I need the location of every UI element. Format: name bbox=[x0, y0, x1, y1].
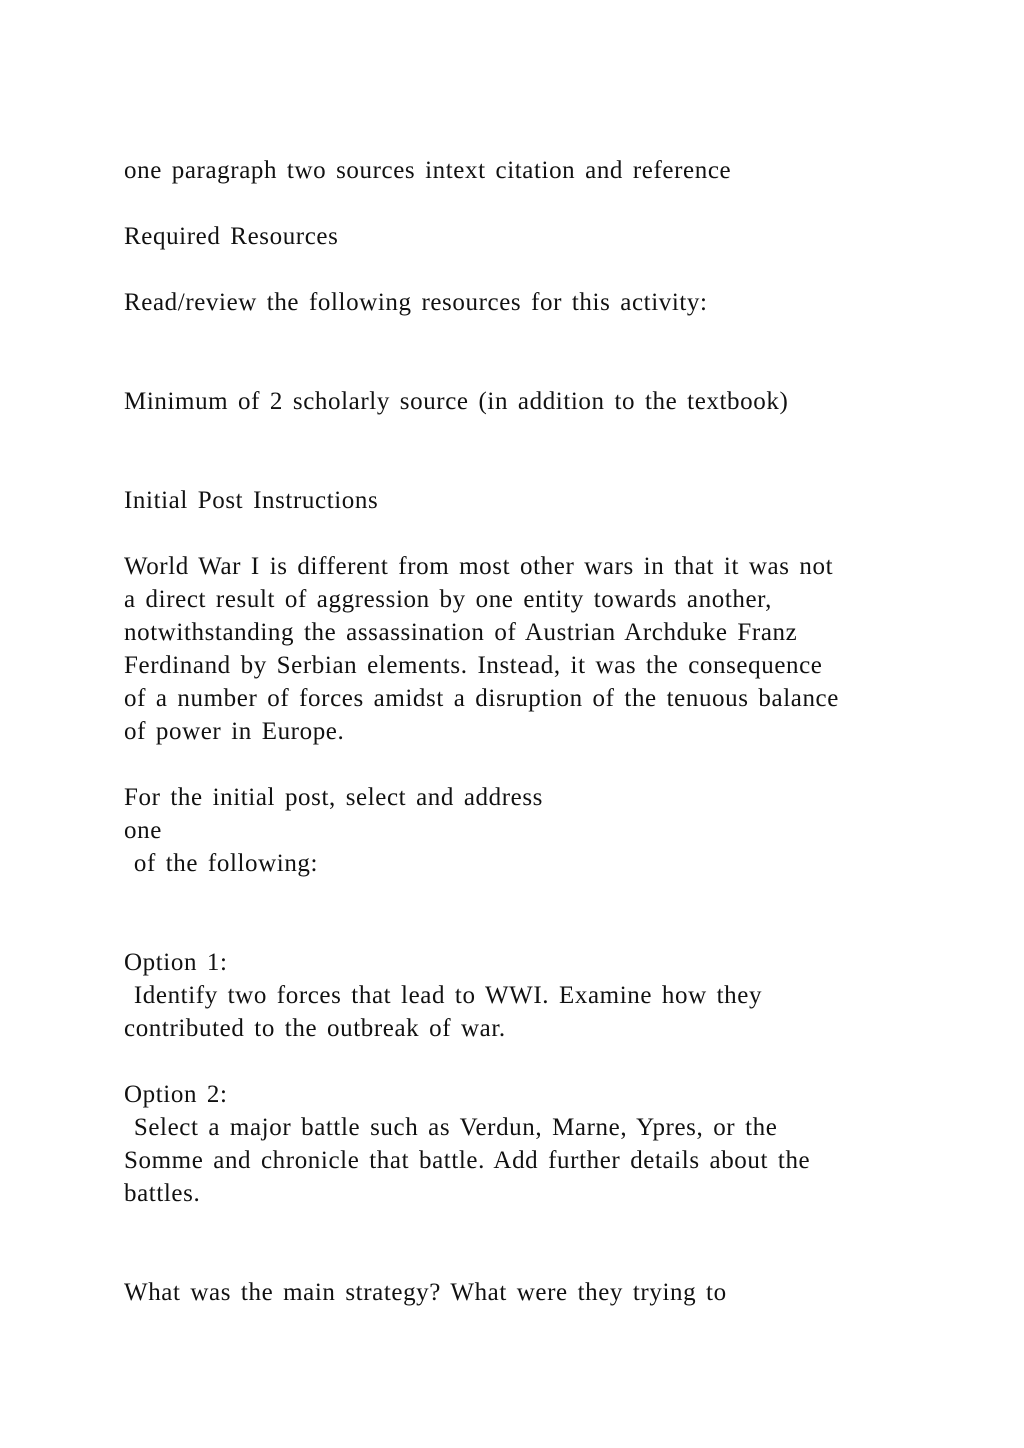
initial-post-heading: Initial Post Instructions bbox=[124, 487, 379, 514]
instruction-line: For the initial post, select and address bbox=[124, 784, 544, 811]
option-1-label: Option 1: bbox=[124, 949, 228, 976]
option-line: Identify two forces that lead to WWI. Examine how they bbox=[124, 982, 763, 1009]
paragraph-line: of power in Europe. bbox=[124, 718, 345, 745]
option-1 bbox=[124, 946, 924, 1045]
post-instruction bbox=[124, 781, 924, 880]
assignment-note: one paragraph two sources intext citation and reference bbox=[124, 157, 732, 184]
document-body bbox=[124, 154, 924, 1309]
option-line: contributed to the outbreak of war. bbox=[124, 1015, 506, 1042]
ww1-paragraph bbox=[124, 550, 924, 748]
option-line: Somme and chronicle that battle. Add further details about the bbox=[124, 1147, 811, 1174]
option-line: Select a major battle such as Verdun, Marne, Ypres, or the bbox=[124, 1114, 778, 1141]
option-2 bbox=[124, 1078, 924, 1210]
resources-instruction: Read/review the following resources for this activity: bbox=[124, 289, 708, 316]
instruction-line: one bbox=[124, 817, 162, 844]
paragraph-line: Ferdinand by Serbian elements. Instead, it was the consequence bbox=[124, 652, 823, 679]
required-resources-heading: Required Resources bbox=[124, 223, 339, 250]
paragraph-line: a direct result of aggression by one entity towards another, bbox=[124, 586, 772, 613]
paragraph-line: of a number of forces amidst a disruption of the tenuous balance bbox=[124, 685, 839, 712]
strategy-question: What was the main strategy? What were they trying to bbox=[124, 1279, 727, 1306]
paragraph-line: World War I is different from most other wars in that it was not bbox=[124, 553, 834, 580]
minimum-sources-requirement: Minimum of 2 scholarly source (in addition to the textbook) bbox=[124, 388, 789, 415]
instruction-line: of the following: bbox=[124, 850, 319, 877]
paragraph-line: notwithstanding the assassination of Austrian Archduke Franz bbox=[124, 619, 798, 646]
option-line: battles. bbox=[124, 1180, 201, 1207]
option-2-label: Option 2: bbox=[124, 1081, 228, 1108]
